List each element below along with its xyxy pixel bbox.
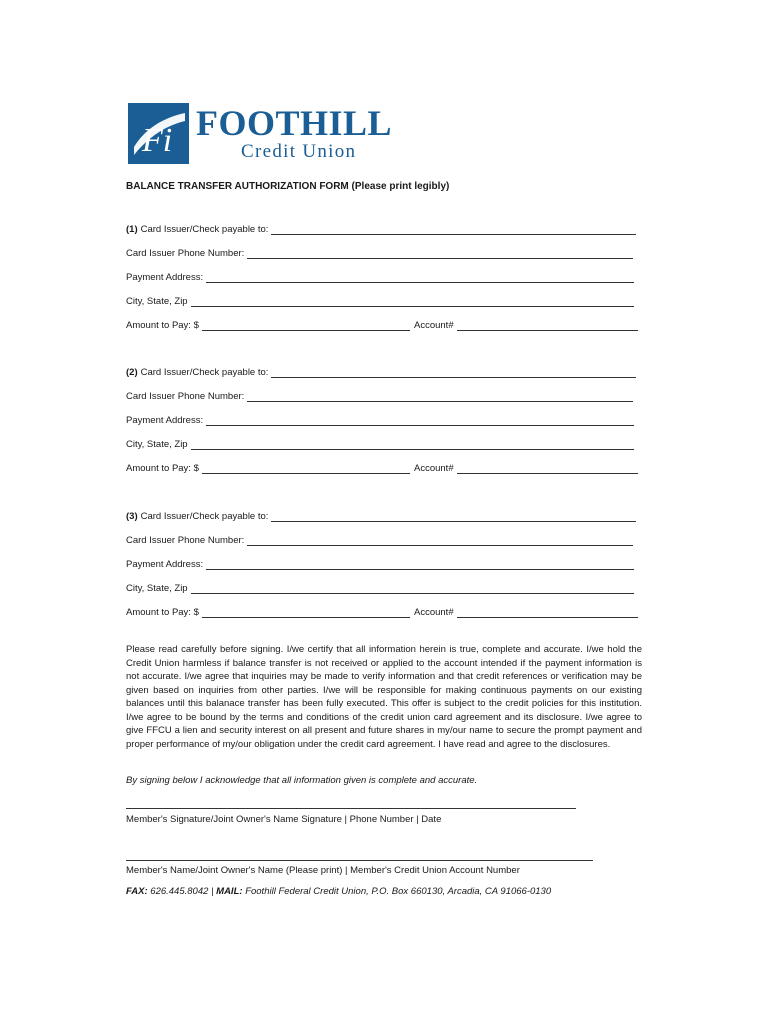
section-number: (1) <box>126 224 138 235</box>
section-1-city-state-zip-field[interactable] <box>191 296 634 307</box>
section-1-issuer-phone-label: Card Issuer Phone Number: <box>126 248 245 259</box>
section-2-account-label: Account# <box>414 463 454 474</box>
section-2-amount-field[interactable] <box>202 463 410 474</box>
section-2-issuer-phone-row <box>126 390 633 402</box>
section-3-payment-address-field[interactable] <box>206 559 634 570</box>
signature-line[interactable] <box>126 808 576 809</box>
section-1-amount-label: Amount to Pay: $ <box>126 320 199 331</box>
section-3-issuer-phone-row <box>126 534 633 546</box>
section-1-payable-to-field[interactable] <box>271 224 636 235</box>
section-1-city-state-zip-row <box>126 295 634 307</box>
section-2-issuer-phone-label: Card Issuer Phone Number: <box>126 391 245 402</box>
fax-value: 626.445.8042 | <box>150 886 214 897</box>
section-1-issuer-phone-field[interactable] <box>247 248 633 259</box>
section-2-city-state-zip-label: City, State, Zip <box>126 439 188 450</box>
logo-subtitle: Credit Union <box>241 141 357 162</box>
section-1-issuer-phone-row <box>126 247 633 259</box>
section-3-account-field[interactable] <box>457 607 638 618</box>
section-number: (3) <box>126 511 138 522</box>
name-label: Member's Name/Joint Owner's Name (Please print) | Member's Credit Union Account Number <box>126 865 520 876</box>
section-1-payable-to-row <box>126 223 636 235</box>
section-3-issuer-phone-field[interactable] <box>247 535 633 546</box>
section-2-account-field[interactable] <box>457 463 638 474</box>
fax-label: FAX: <box>126 886 148 897</box>
section-2-payment-address-field[interactable] <box>206 415 634 426</box>
mail-label: MAIL: <box>216 886 243 897</box>
section-3-payable-to-label: Card Issuer/Check payable to: <box>140 511 269 522</box>
section-3-city-state-zip-label: City, State, Zip <box>126 583 188 594</box>
section-2-amount-label: Amount to Pay: $ <box>126 463 199 474</box>
form-title: BALANCE TRANSFER AUTHORIZATION FORM (Please print legibly) <box>126 181 450 192</box>
section-3-issuer-phone-label: Card Issuer Phone Number: <box>126 535 245 546</box>
section-number: (2) <box>126 367 138 378</box>
signature-label: Member's Signature/Joint Owner's Name Signature | Phone Number | Date <box>126 814 442 825</box>
section-3-account-label: Account# <box>414 607 454 618</box>
section-3-payment-address-label: Payment Address: <box>126 559 204 570</box>
section-2-payable-to-label: Card Issuer/Check payable to: <box>140 367 269 378</box>
name-line[interactable] <box>126 860 593 861</box>
section-1-payment-address-row <box>126 271 634 283</box>
mail-value: Foothill Federal Credit Union, P.O. Box 660130, Arcadia, CA 91066-0130 <box>245 886 552 897</box>
disclosure-text: Please read carefully before signing. I/we certify that all information herein is true, complete and accurate. I/we hold the Credit Union harmless if balance transfer is not received or applied to the account intended if the payment information is not accurate. I/we agree that inquiries may be made to verify information and that credit references or verification may be given based on inquiries from other parties. I/we will be responsible for making continuous payments on our existing balances until this balanace transfer has been fully executed. This offer is subject to the credit policies for this institution. I/we agree to be bound by the terms and conditions of the credit union card agreement and its disclosure. I/we agree to give FFCU a lien and security interest on all present and future shares in my/our name to secure the prompt payment and proper performance of my/our obligation under the credit card agreement. I have read and agree to the disclosures. <box>126 644 642 750</box>
section-1-payable-to-label: Card Issuer/Check payable to: <box>140 224 269 235</box>
section-1-payment-address-label: Payment Address: <box>126 272 204 283</box>
section-1-city-state-zip-label: City, State, Zip <box>126 296 188 307</box>
section-2-city-state-zip-field[interactable] <box>191 439 634 450</box>
section-1-account-label: Account# <box>414 320 454 331</box>
section-3-payable-to-row <box>126 510 636 522</box>
section-3-amount-label: Amount to Pay: $ <box>126 607 199 618</box>
section-3-city-state-zip-field[interactable] <box>191 583 634 594</box>
foothill-logo-mark-icon <box>128 103 189 164</box>
section-2-payable-to-row <box>126 366 636 378</box>
section-2-amount-row <box>126 462 638 474</box>
section-3-amount-field[interactable] <box>202 607 410 618</box>
section-2-issuer-phone-field[interactable] <box>247 391 633 402</box>
section-1-amount-row <box>126 319 638 331</box>
section-2-city-state-zip-row <box>126 438 634 450</box>
foothill-logo <box>128 103 418 165</box>
section-3-city-state-zip-row <box>126 582 634 594</box>
section-2-payment-address-row <box>126 414 634 426</box>
section-3-payable-to-field[interactable] <box>271 511 636 522</box>
logo-mark-letters: Fi <box>142 122 173 159</box>
section-1-account-field[interactable] <box>457 320 638 331</box>
section-1-amount-field[interactable] <box>202 320 410 331</box>
section-2-payable-to-field[interactable] <box>271 367 636 378</box>
footer-contact <box>126 886 551 897</box>
logo-name: FOOTHILL <box>196 103 393 143</box>
section-3-amount-row <box>126 606 638 618</box>
section-2-payment-address-label: Payment Address: <box>126 415 204 426</box>
section-1-payment-address-field[interactable] <box>206 272 634 283</box>
section-3-payment-address-row <box>126 558 634 570</box>
acknowledgement-text: By signing below I acknowledge that all information given is complete and accurate. <box>126 775 478 786</box>
